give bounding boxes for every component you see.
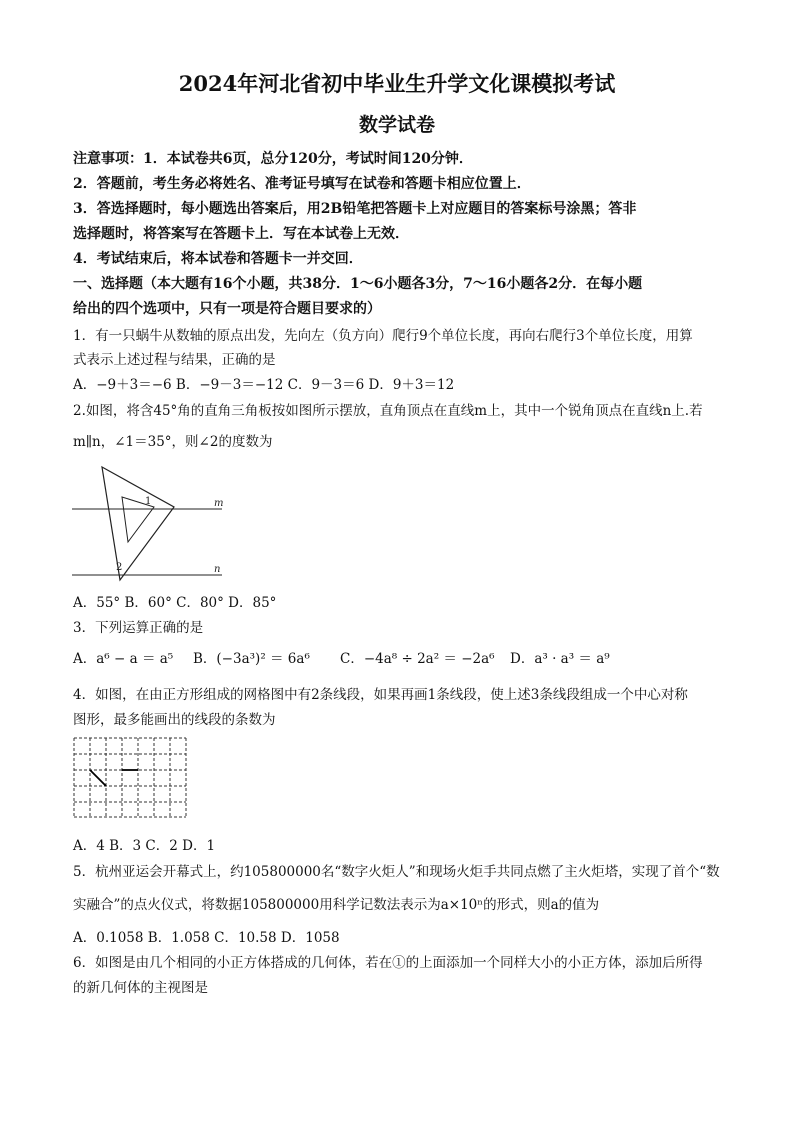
q5-options: A．0.1058 B．1.058 C．10.58 D．1058 <box>73 930 340 946</box>
q4-grid-figure <box>73 737 189 819</box>
q4-text-1: 4．如图，在由正方形组成的网格图中有2条线段，如果再画1条线段，使上述3条线段组成一个中心对称 <box>73 687 688 703</box>
exam-title: 2024年河北省初中毕业生升学文化课模拟考试 <box>178 71 616 96</box>
q3-option-b: B．(−3a³)² ＝ 6a⁶ <box>193 651 310 667</box>
q5-text-2: 实融合”的点火仪式，将数据105800000用科学记数法表示为a×10ⁿ的形式，则a的值为 <box>73 897 600 913</box>
segment-diagonal <box>90 770 106 786</box>
q2-figure <box>72 462 232 582</box>
label-m: m <box>214 498 224 509</box>
label-n: n <box>214 564 221 575</box>
q1-text-2: 式表示上述过程与结果，正确的是 <box>73 352 276 368</box>
section-heading-line-2: 给出的四个选项中，只有一项是符合题目要求的） <box>73 301 381 317</box>
q6-text-2: 的新几何体的主视图是 <box>73 980 208 996</box>
q5-text-1: 5．杭州亚运会开幕式上，约105800000名“数字火炬人”和现场火炬手共同点燃了主火炬塔，实现了首个“数 <box>73 864 720 880</box>
q3-option-c: C．−4a⁸ ÷ 2a² ＝ −2a⁶ <box>340 651 495 667</box>
exam-subtitle: 数学试卷 <box>358 114 435 136</box>
note-line-3: 3．答选择题时，每小题选出答案后，用2B铅笔把答题卡上对应题目的答案标号涂黑；答非 <box>73 201 637 217</box>
q3-option-d: D．a³ · a³ ＝ a⁹ <box>510 651 610 667</box>
note-line-2: 2．答题前，考生务必将姓名、准考证号填写在试卷和答题卡相应位置上． <box>73 176 531 192</box>
q2-text-1: 2.如图，将含45°角的直角三角板按如图所示摆放，直角顶点在直线m上，其中一个锐角顶点在直线n上.若 <box>73 403 703 419</box>
q4-options: A．4 B．3 C．2 D．1 <box>73 838 216 854</box>
q3-text-1: 3．下列运算正确的是 <box>73 620 204 636</box>
q2-options: A．55° B．60° C．80° D．85° <box>73 595 277 611</box>
angle-2-label: 2 <box>116 562 123 573</box>
note-line-1: 注意事项：1．本试卷共6页，总分120分，考试时间120分钟． <box>73 151 473 167</box>
q1-options: A．−9＋3＝−6 B．−9－3＝−12 C．9－3＝6 D．9＋3＝12 <box>73 377 455 393</box>
q3-option-a: A．a⁶ − a ＝ a⁵ <box>73 651 174 667</box>
q6-text-1: 6．如图是由几个相同的小正方体搭成的几何体，若在①的上面添加一个同样大小的小正方体，添加后所得 <box>73 955 703 971</box>
angle-1-label: 1 <box>145 496 152 507</box>
q4-text-2: 图形，最多能画出的线段的条数为 <box>73 712 276 728</box>
triangle-outer <box>102 467 174 580</box>
q2-text-2: m∥n，∠1＝35°，则∠2的度数为 <box>73 434 273 450</box>
note-line-5: 4．考试结束后，将本试卷和答题卡一并交回． <box>73 251 363 267</box>
q1-text-1: 1．有一只蜗牛从数轴的原点出发，先向左（负方向）爬行9个单位长度，再向右爬行3个单位长度，用算 <box>73 328 693 344</box>
section-heading-line-1: 一、选择题（本大题有16个小题，共38分．1～6小题各3分，7～16小题各2分．在每小题 <box>73 276 643 292</box>
note-line-4: 选择题时，将答案写在答题卡上．写在本试卷上无效． <box>73 226 409 242</box>
